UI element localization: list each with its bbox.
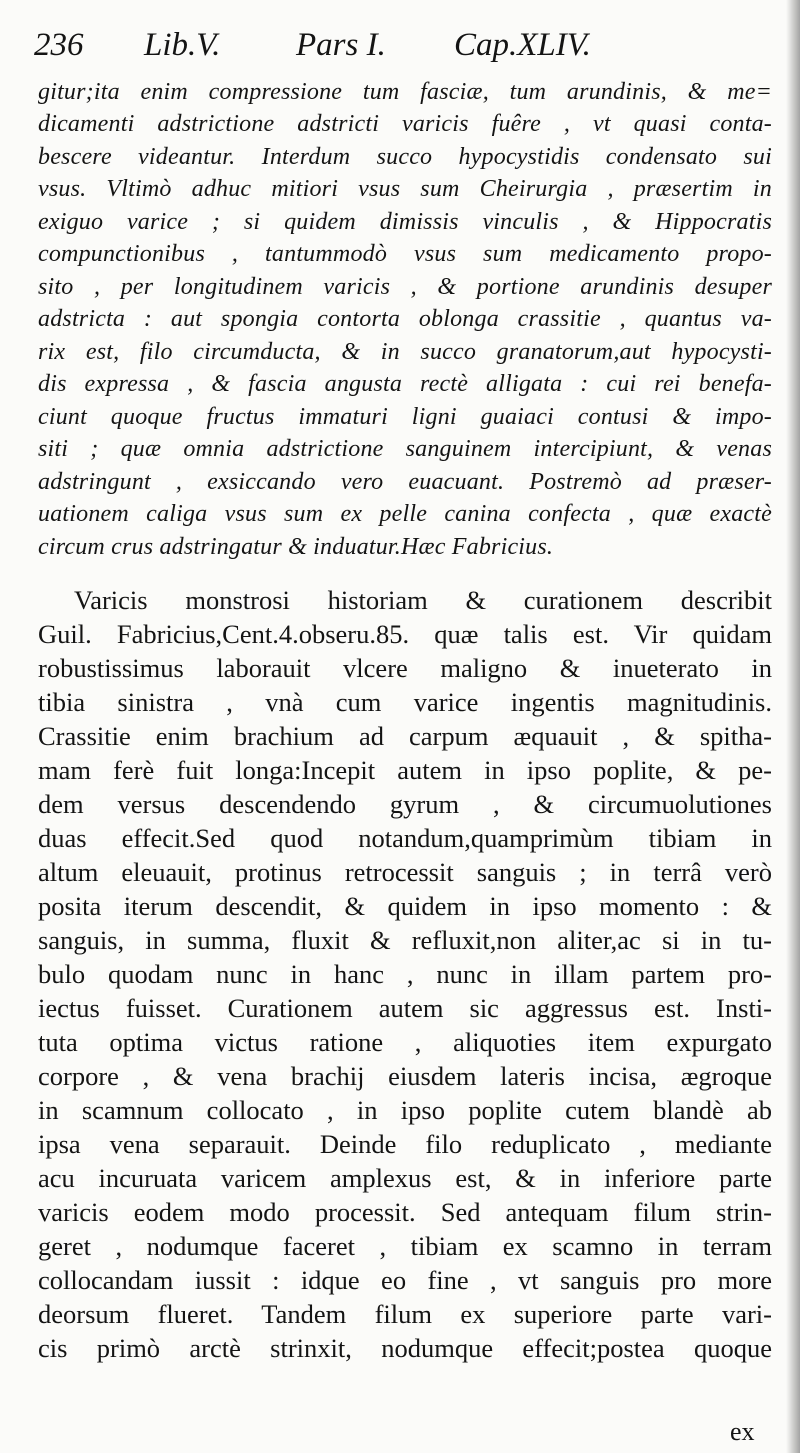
text-line: varicis eodem modo processit. Sed antequam filum strin- [38, 1197, 772, 1227]
page-edge-shadow [786, 0, 800, 1453]
text-line: acu incuruata varicem amplexus est, & in inferiore parte [38, 1163, 772, 1193]
text-line: tibia sinistra , vnà cum varice ingentis magnitudinis. [38, 687, 772, 717]
text-line: rix est, filo circumducta, & in succo granatorum,aut hypocysti- [38, 339, 772, 365]
catchword: ex [730, 1417, 755, 1446]
text-line: siti ; quæ omnia adstrictione sanguinem intercipiunt, & venas [38, 436, 772, 462]
text-line: adstringunt , exsiccando vero euacuant. Postremò ad præser- [38, 469, 772, 495]
book-label: Lib.V. [144, 27, 221, 63]
text-line: adstricta : aut spongia contorta oblonga crassitie , quantus va- [38, 306, 772, 332]
chapter-label: Cap.XLIV. [454, 27, 591, 63]
text-line: mam ferè fuit longa:Incepit autem in ipso poplite, & pe- [38, 755, 772, 785]
part-label: Pars I. [296, 27, 386, 63]
text-line: Guil. Fabricius,Cent.4.obseru.85. quæ talis est. Vir quidam [38, 619, 772, 649]
text-line: geret , nodumque faceret , tibiam ex scamno in terram [38, 1231, 772, 1261]
text-line: tuta optima victus ratione , aliquoties item expurgato [38, 1027, 772, 1057]
text-line: gitur;ita enim compressione tum fasciæ, tum arundinis, & me= [38, 79, 772, 105]
text-line: duas effecit.Sed quod notandum,quamprimùm tibiam in [38, 823, 772, 853]
text-line: exiguo varice ; si quidem dimissis vinculis , & Hippocratis [38, 209, 772, 235]
text-line: ciunt quoque fructus immaturi ligni guaiaci contusi & impo- [38, 404, 772, 430]
text-line: sito , per longitudinem varicis , & portione arundinis desuper [38, 274, 772, 300]
text-line: bescere videantur. Interdum succo hypocystidis condensato sui [38, 144, 772, 170]
text-line: collocandam iussit : idque eo fine , vt sanguis pro more [38, 1265, 772, 1295]
text-line: circum crus adstringatur & induatur.Hæc Fabricius. [38, 534, 554, 560]
text-line: Crassitie enim brachium ad carpum æquauit , & spitha- [38, 721, 772, 751]
text-line: in scamnum collocato , in ipso poplite cutem blandè ab [38, 1095, 772, 1125]
text-line: deorsum flueret. Tandem filum ex superiore parte vari- [38, 1299, 772, 1329]
text-line: robustissimus laborauit vlcere maligno & inueterato in [38, 653, 772, 683]
text-line: compunctionibus , tantummodò vsus sum medicamento propo- [38, 241, 772, 267]
text-line: uationem caliga vsus sum ex pelle canina confecta , quæ exactè [38, 501, 772, 527]
text-line: cis primò arctè strinxit, nodumque effecit;postea quoque [38, 1333, 772, 1363]
text-line: vsus. Vltimò adhuc mitiori vsus sum Cheirurgia , præsertim in [38, 176, 772, 202]
text-line: ipsa vena separauit. Deinde filo reduplicato , mediante [38, 1129, 772, 1159]
text-line: dem versus descendendo gyrum , & circumuolutiones [38, 789, 772, 819]
text-line: corpore , & vena brachij eiusdem lateris incisa, ægroque [38, 1061, 772, 1091]
text-line: altum eleuauit, protinus retrocessit sanguis ; in terrâ verò [38, 857, 772, 887]
text-line: dis expressa , & fascia angusta rectè alligata : cui rei benefa- [38, 371, 772, 397]
text-line: posita iterum descendit, & quidem in ipso momento : & [38, 891, 772, 921]
paragraph-first-line: Varicis monstrosi historiam & curationem describit [74, 585, 772, 615]
page-number: 236 [34, 27, 84, 63]
text-line: iectus fuisset. Curationem autem sic aggressus est. Insti- [38, 993, 772, 1023]
text-line: sanguis, in summa, fluxit & refluxit,non aliter,ac si in tu- [38, 925, 772, 955]
text-line: dicamenti adstrictione adstricti varicis fuêre , vt quasi conta- [38, 111, 772, 137]
running-header [34, 22, 774, 68]
text-line: bulo quodam nunc in hanc , nunc in illam partem pro- [38, 959, 772, 989]
